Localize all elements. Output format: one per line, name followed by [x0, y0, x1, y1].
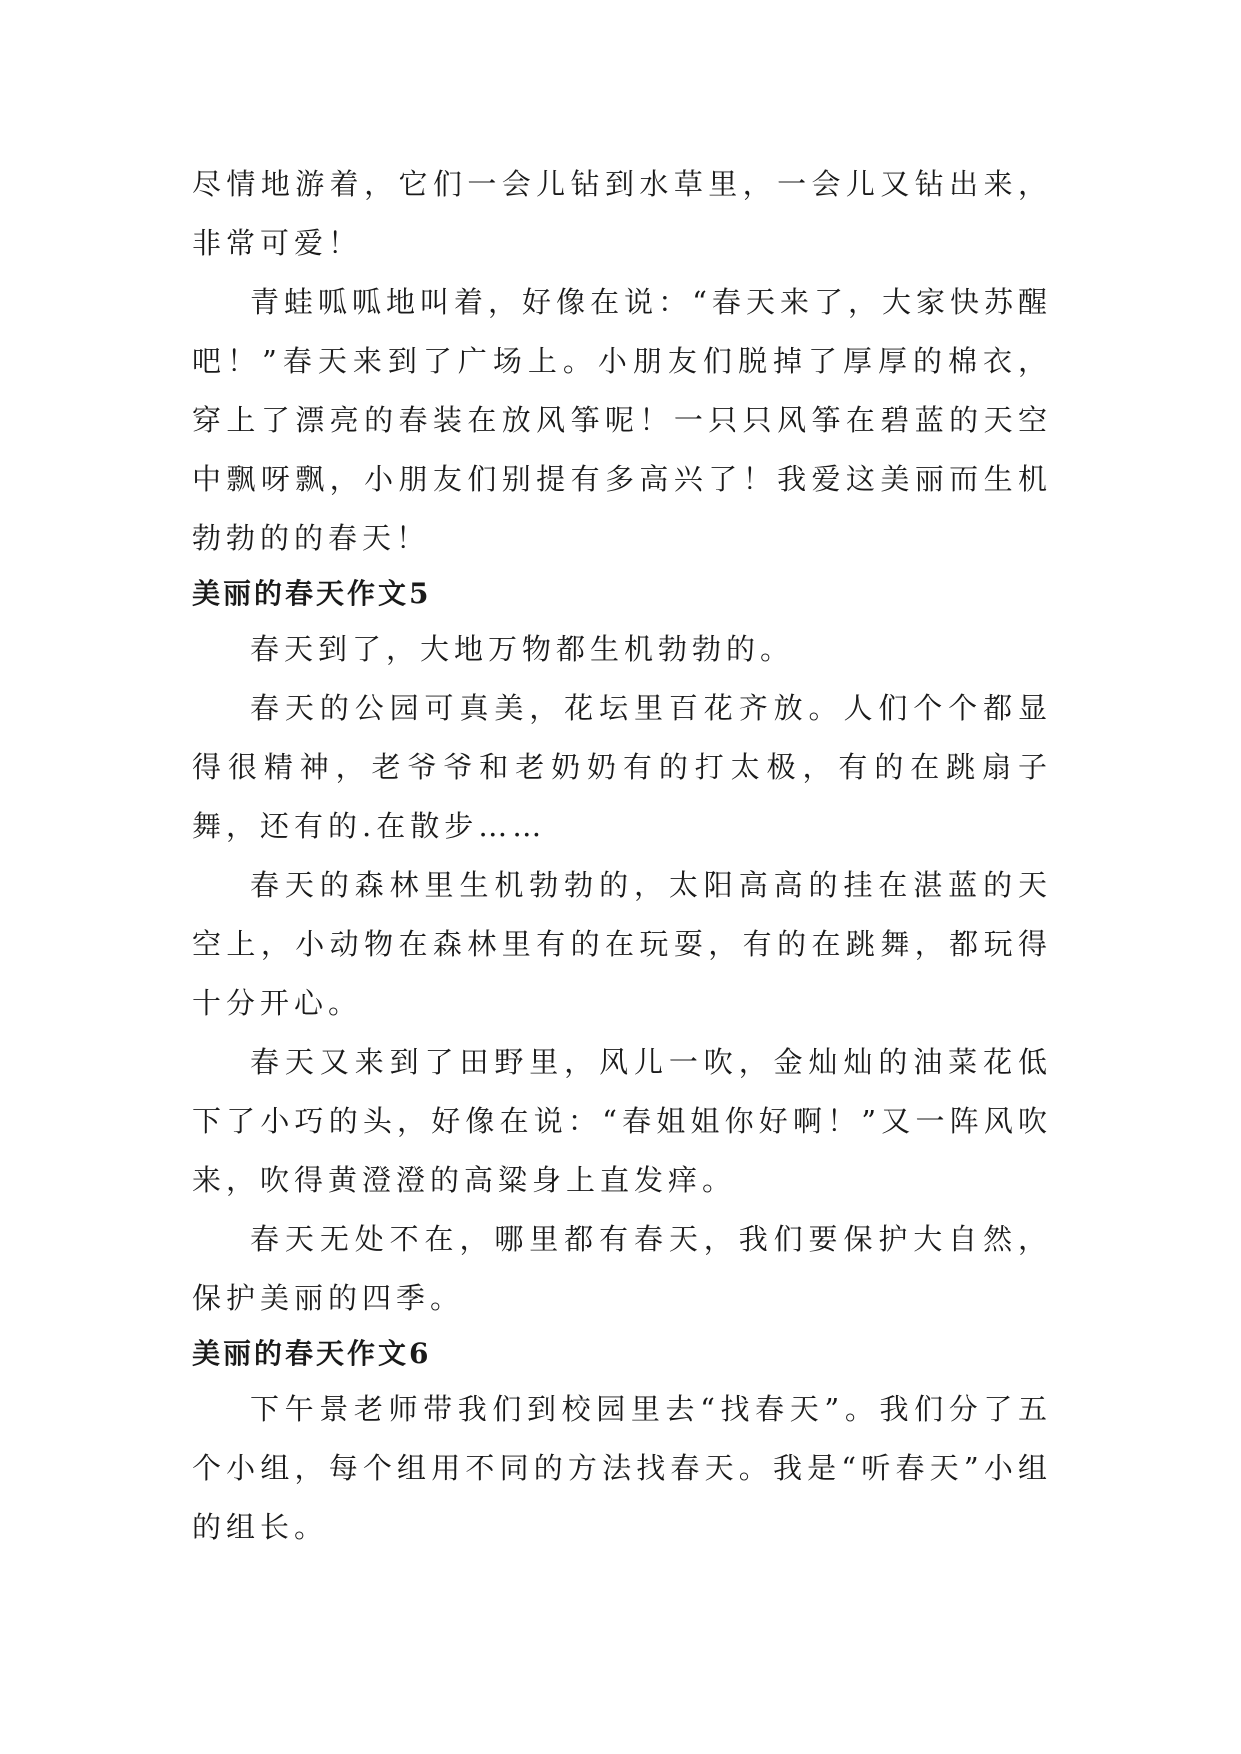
- paragraph: 青蛙呱呱地叫着，好像在说：“春天来了，大家快苏醒吧！”春天来到了广场上。小朋友们脱掉了厚厚的棉衣，穿上了漂亮的春装在放风筝呢！一只只风筝在碧蓝的天空中飘呀飘，小朋友们别提有多高兴了！我爱这美丽而生机勃勃的的春天！: [192, 285, 1052, 555]
- document-body: [192, 155, 1052, 1557]
- paragraph: 下午景老师带我们到校园里去“找春天”。我们分了五个小组，每个组用不同的方法找春天。我是“听春天”小组的组长。: [192, 1392, 1052, 1544]
- paragraph: 春天无处不在，哪里都有春天，我们要保护大自然，保护美丽的四季。: [192, 1222, 1052, 1315]
- paragraph-continued: 尽情地游着，它们一会儿钻到水草里，一会儿又钻出来，非常可爱！: [192, 167, 1052, 260]
- paragraph: 春天又来到了田野里，风儿一吹，金灿灿的油菜花低下了小巧的头，好像在说：“春姐姐你好啊！”又一阵风吹来，吹得黄澄澄的高粱身上直发痒。: [192, 1045, 1052, 1197]
- paragraph: 春天到了，大地万物都生机勃勃的。: [250, 632, 795, 666]
- paragraph: 春天的公园可真美，花坛里百花齐放。人们个个都显得很精神，老爷爷和老奶奶有的打太极，有的在跳扇子舞，还有的.在散步……: [192, 691, 1052, 843]
- section-heading: 美丽的春天作文5: [192, 577, 432, 610]
- section-heading: 美丽的春天作文6: [192, 1337, 432, 1370]
- paragraph: 春天的森林里生机勃勃的，太阳高高的挂在湛蓝的天空上，小动物在森林里有的在玩耍，有的在跳舞，都玩得十分开心。: [192, 868, 1052, 1020]
